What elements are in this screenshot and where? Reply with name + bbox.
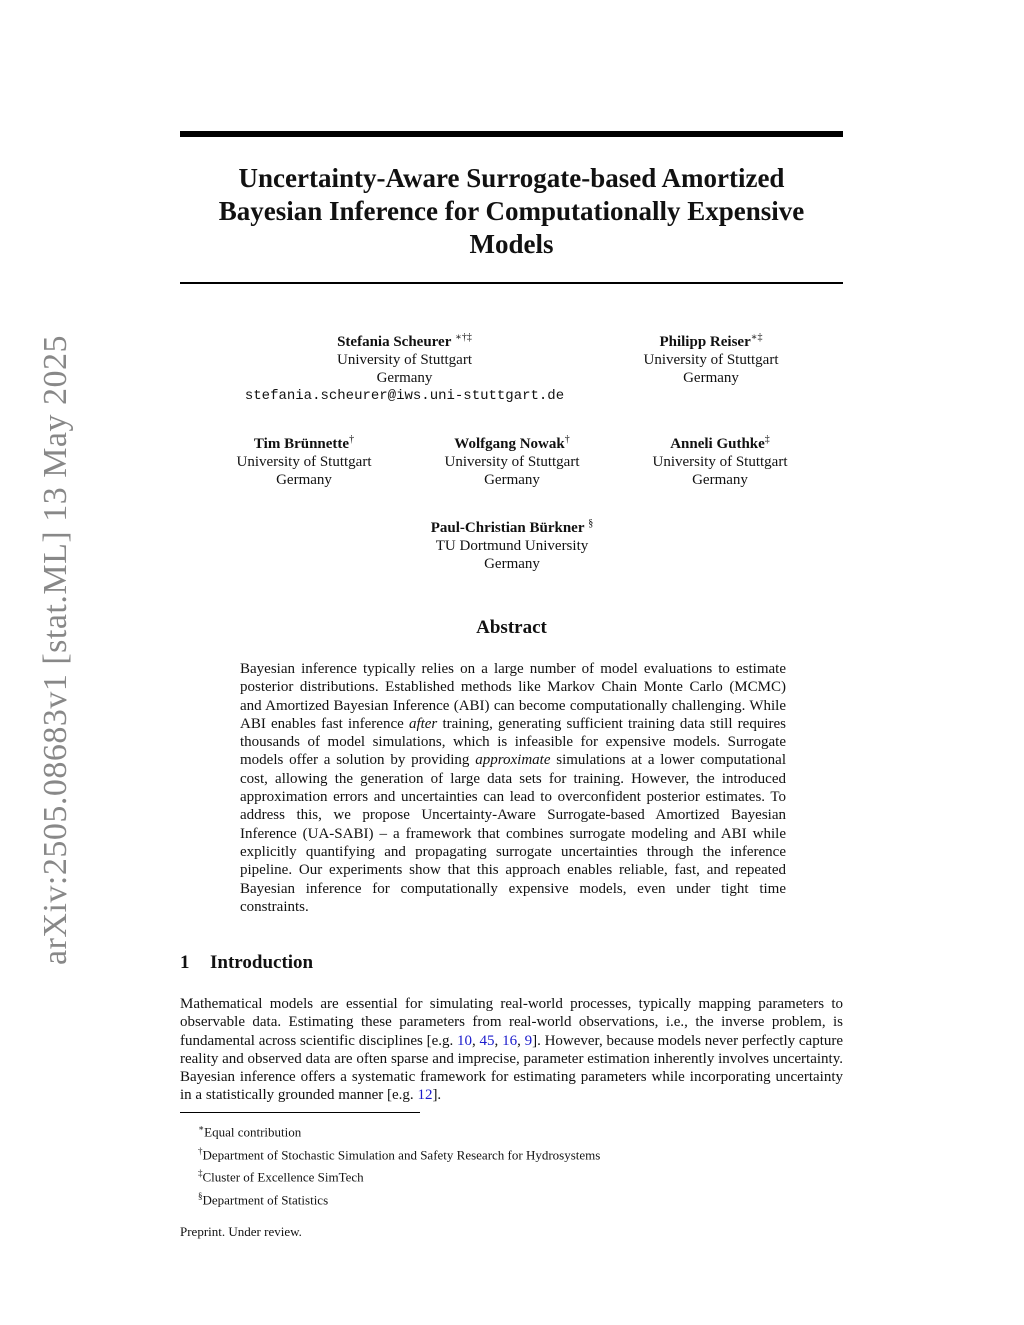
intro-text: ]. [432,1087,442,1104]
author-affiliation: University of Stuttgart [652,454,788,470]
abstract-emphasis: approximate [475,752,551,769]
abstract-text: simulations at a lower computational cost, allowing the generation of large data sets for training. However, the introduced approximation errors and uncertainties can lead to overconfident posterior estimates. To address this, we propose Uncertainty-Aware Surrogate-based Amortized Bayesian Inference (UA-SABI) – a framework that combines surrogate modeling and ABI while explicitly quantifying and propagating surrogate uncertainties through the inference pipeline. Our experiments show that this approach enables reliable, fast, and repeated Bayesian inference for computationally expensive models, even under tight time constraints. [240,752,786,915]
section-title: Introduction [210,952,314,973]
author-block [630,431,810,489]
author-country: Germany [683,370,739,386]
footnote-text: Cluster of Excellence SimTech [202,1169,364,1185]
author-marks: ‡ [764,434,770,445]
author-country: Germany [484,556,540,572]
footnote-text: Department of Statistics [202,1192,329,1208]
intro-text: ]. However, because models never perfectly capture reality and observed data are often sparse and imprecise, parameter estimation inherently involves uncertainty. Bayesian inference offers a systematic framework for estimating parameters while incorporating uncertainty in a statistically grounded manner [e.g. [180,1032,844,1104]
author-marks: § [588,518,594,529]
title-top-rule [180,131,843,137]
section-heading [180,952,313,974]
citation-link[interactable]: 16 [502,1032,518,1049]
footnote-mark: ‡ [198,1168,203,1179]
author-name: Stefania Scheurer [337,334,452,350]
author-country: Germany [376,370,433,386]
title-bottom-rule [180,282,843,284]
arxiv-watermark: arXiv:2505.08683v1 [stat.ML] 13 May 2025 [37,334,74,966]
author-affiliation: University of Stuttgart [337,352,472,368]
abstract-heading: Abstract [476,617,547,638]
author-affiliation: University of Stuttgart [236,454,372,470]
author-affiliation: TU Dortmund University [435,538,589,554]
author-marks: ∗†‡ [455,332,472,343]
author-email[interactable]: stefania.scheurer@iws.uni-stuttgart.de [244,388,565,404]
author-name: Tim Brünnette [253,436,350,452]
author-block [620,329,802,387]
footnote-mark: § [198,1190,203,1201]
intro-text: Mathematical models are essential for simulating real-world processes, typically mapping parameters to observable data. Estimating these parameters from real-world observations, i.e., the inverse problem, is fundamental across scientific disciplines [e.g. [180,996,843,1049]
footnote-text: Equal contribution [204,1124,302,1140]
footnote [198,1142,600,1165]
footnote-text: Department of Stochastic Simulation and Safety Research for Hydrosystems [202,1146,601,1162]
section-number: 1 [180,952,190,973]
footnote [198,1164,600,1187]
author-marks: ∗‡ [750,332,763,343]
author-block [422,431,602,489]
author-block [214,431,394,489]
author-name: Philipp Reiser [659,334,751,350]
author-country: Germany [484,472,540,488]
author-marks: † [564,434,570,445]
author-affiliation: University of Stuttgart [643,352,779,368]
footnote-mark: ∗ [198,1123,205,1133]
author-name: Anneli Guthke [670,436,765,452]
author-affiliation: University of Stuttgart [444,454,580,470]
author-block [402,515,622,573]
citation-link[interactable]: 45 [479,1032,495,1049]
abstract-emphasis: after [408,715,438,732]
title-line: Bayesian Inference for Computationally Expensive [218,196,805,226]
author-name: Wolfgang Nowak [454,436,565,452]
citation-link[interactable]: 9 [524,1032,533,1049]
footnotes [198,1119,600,1210]
preprint-notice: Preprint. Under review. [180,1224,302,1239]
author-marks: † [349,434,355,445]
footnote [198,1119,600,1142]
footnote [198,1187,600,1210]
abstract-text: Bayesian inference typically relies on a large number of model evaluations to estimate posterior distributions. Established methods like Markov Chain Monte Carlo (MCMC) and Amortized Bayesian Inference (ABI) can become computationally challenging. While ABI enables fast inference [240,661,786,732]
paper-title [180,162,843,261]
author-country: Germany [692,472,748,488]
footnote-mark: † [198,1145,203,1156]
title-line: Uncertainty-Aware Surrogate-based Amortized [238,163,785,193]
author-block [212,329,597,405]
citation-link[interactable]: 12 [417,1087,433,1104]
abstract-text: training, generating sufficient training data still requires thousands of model simulations, which is infeasible for expensive models. Surrogate models offer a solution by providing [240,715,786,769]
footnote-rule [180,1112,420,1113]
abstract-body [240,660,786,916]
citation-link[interactable]: 10 [457,1032,473,1049]
title-line: Models [469,229,554,259]
author-country: Germany [276,472,332,488]
author-name: Paul-Christian Bürkner [430,520,585,536]
intro-paragraph: Mathematical models are essential for simulating real-world processes, typically mapping parameters to observable data. Estimating these parameters from real-world observations, i.e., the inverse problem, is fundamental across scientific disciplines [e.g. 10, 45, 16, 9]. However, because models never perfectly capture reality and observed data are often sparse and imprecise, parameter estimation inherently involves uncertainty. Bayesian inference offers a systematic framework for estimating parameters while incorporating uncertainty in a statistically grounded manner [e.g. 12]. [180,996,844,1104]
